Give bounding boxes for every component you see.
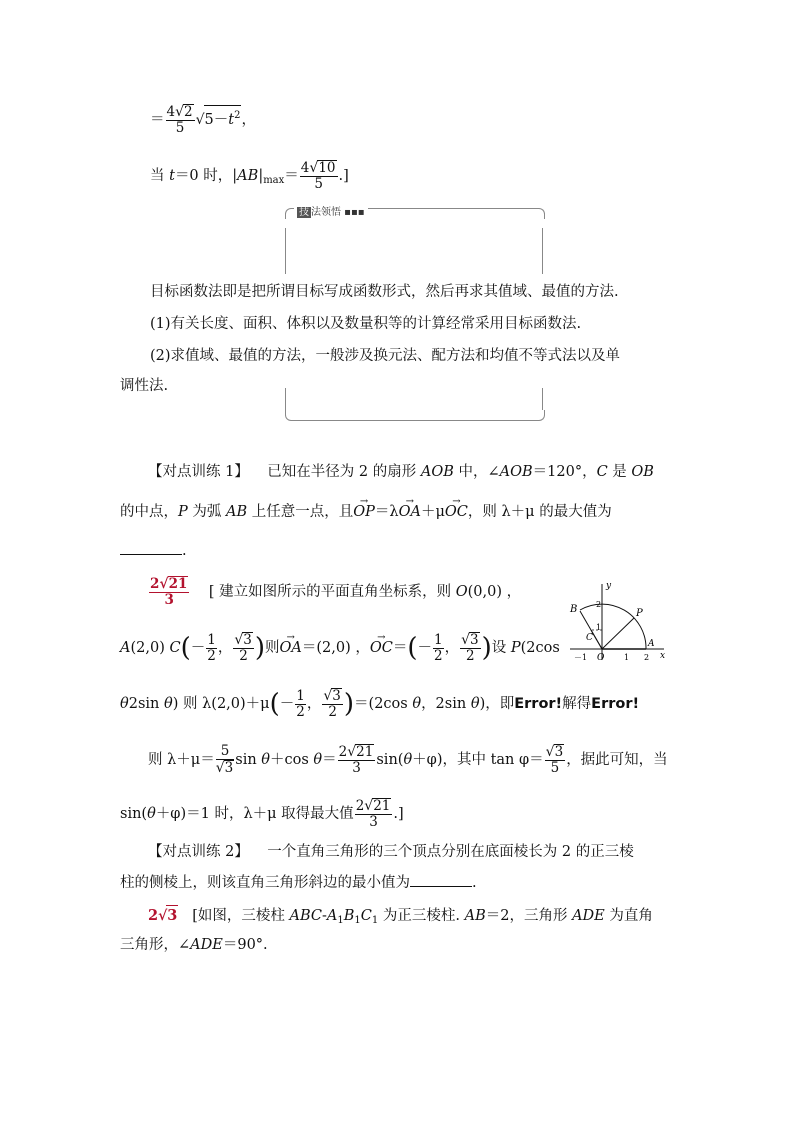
answer-blank bbox=[120, 540, 182, 555]
fig-p-label: P bbox=[636, 608, 643, 619]
solution-2-line-1: 2√3 [如图，三棱柱 ABC-$A_1B_1C_1$ 为正三棱柱. AB＝2，三角形 ADE 为直角 bbox=[148, 907, 653, 926]
vector-op bbox=[602, 618, 634, 649]
fraction: $\frac{4√2}{5}$ bbox=[166, 104, 193, 136]
fig-c-label: C bbox=[586, 633, 593, 643]
method-paragraph-1: 目标函数法即是把所谓目标写成函数形式，然后再求其值域、最值的方法. bbox=[150, 284, 619, 300]
exercise-1-line-1: 【对点训练 1】 已知在半径为 2 的扇形 AOB 中，∠AOB＝120°，C 是 OB bbox=[148, 464, 654, 480]
coordinate-figure bbox=[564, 578, 670, 662]
fig-tick-x1: 1 bbox=[624, 653, 630, 662]
fig-b-label: B bbox=[570, 604, 578, 615]
solution-1-line-2: A(2,0) C(－ $\frac{1}{2}$ ， $\frac{√3}{2}$ )则→ OA＝(2,0) ，→ OC＝(－ $\frac{1}{2}$ ， $\frac{√3}{2}$ )设 P(2cos bbox=[120, 632, 560, 664]
exercise-2-heading: 【对点训练 2】 bbox=[148, 844, 249, 860]
exercise-2-line-2: 柱的侧棱上，则该直角三角形斜边的最小值为 . bbox=[120, 872, 477, 893]
solution-1-line-5: sin(θ＋φ)＝1 时，λ＋μ 取得最大值 $\frac{2√21}{3}$ .] bbox=[120, 798, 404, 830]
method-box-tag: 技 法领悟 ▪▪▪ bbox=[294, 203, 368, 218]
method-box-right-border-lower bbox=[542, 388, 543, 410]
solution-1-line-3: θ2sin θ) 则 λ(2,0)＋μ(－ $\frac{1}{2}$ ， $\frac{√3}{2}$ )＝(2cos θ，2sin θ)，即Error!解得Error! bbox=[120, 687, 640, 720]
fig-y-label: y bbox=[606, 581, 612, 591]
fig-o-label: O bbox=[597, 653, 605, 662]
method-box-right-border bbox=[542, 228, 543, 274]
method-box-left-border bbox=[285, 228, 286, 274]
solution-2-answer: 2√3 bbox=[148, 907, 178, 924]
method-paragraph-2: (1)有关长度、面积、体积以及数量积等的计算经常采用目标函数法. bbox=[150, 316, 582, 332]
method-paragraph-3: (2)求值域、最值的方法，一般涉及换元法、配方法和均值不等式法以及单 bbox=[150, 348, 621, 364]
fig-tick-y2: 2 bbox=[596, 600, 602, 609]
fig-x-label: x bbox=[660, 651, 666, 661]
fig-tick-x2: 2 bbox=[644, 653, 650, 662]
solution-1-line-1: $\frac{2√21}{3}$ [ 建立如图所示的平面直角坐标系，则 O(0,0) ， bbox=[150, 576, 522, 608]
answer-blank bbox=[410, 872, 472, 887]
method-box-bottom-border bbox=[285, 410, 545, 421]
fig-tick-xm1: －1 bbox=[574, 653, 588, 662]
solution-1-answer: $\frac{2√21}{3}$ bbox=[150, 576, 188, 608]
exercise-1-heading: 【对点训练 1】 bbox=[148, 464, 249, 480]
method-paragraph-3-cont: 调性法. bbox=[120, 378, 169, 394]
fraction: $\frac{4√10}{5}$ bbox=[300, 160, 336, 192]
result-line-2: 当 t＝0 时，$|AB|_{max}=$ $\frac{4√10}{5}$ .] bbox=[150, 160, 349, 192]
method-box-left-border-lower bbox=[285, 388, 286, 410]
solution-1-line-4: 则 λ＋μ＝ $\frac{5}{√3}$ sin θ＋cos θ＝ $\frac{2√21}{3}$ sin(θ＋φ)，其中 tan φ＝ $\frac{√3}{5}$ ，据此可知，当 bbox=[148, 743, 668, 776]
exercise-1-answer-blank: . bbox=[120, 540, 187, 561]
fig-a-label: A bbox=[648, 639, 655, 649]
solution-2-line-2: 三角形，∠ADE＝90°. bbox=[120, 937, 268, 953]
exercise-1-line-2: 的中点，P 为弧 AB 上任意一点，且→ OP＝λ→ OA＋μ→ OC，则 λ＋μ 的最大值为 bbox=[120, 502, 612, 522]
result-line-1: ＝ $\frac{4√2}{5}$ $√5-t^2$， bbox=[150, 104, 256, 136]
fig-tick-y1: 1 bbox=[596, 623, 602, 632]
exercise-2-line-1: 【对点训练 2】 一个直角三角形的三个顶点分别在底面棱长为 2 的正三棱 bbox=[148, 844, 634, 860]
